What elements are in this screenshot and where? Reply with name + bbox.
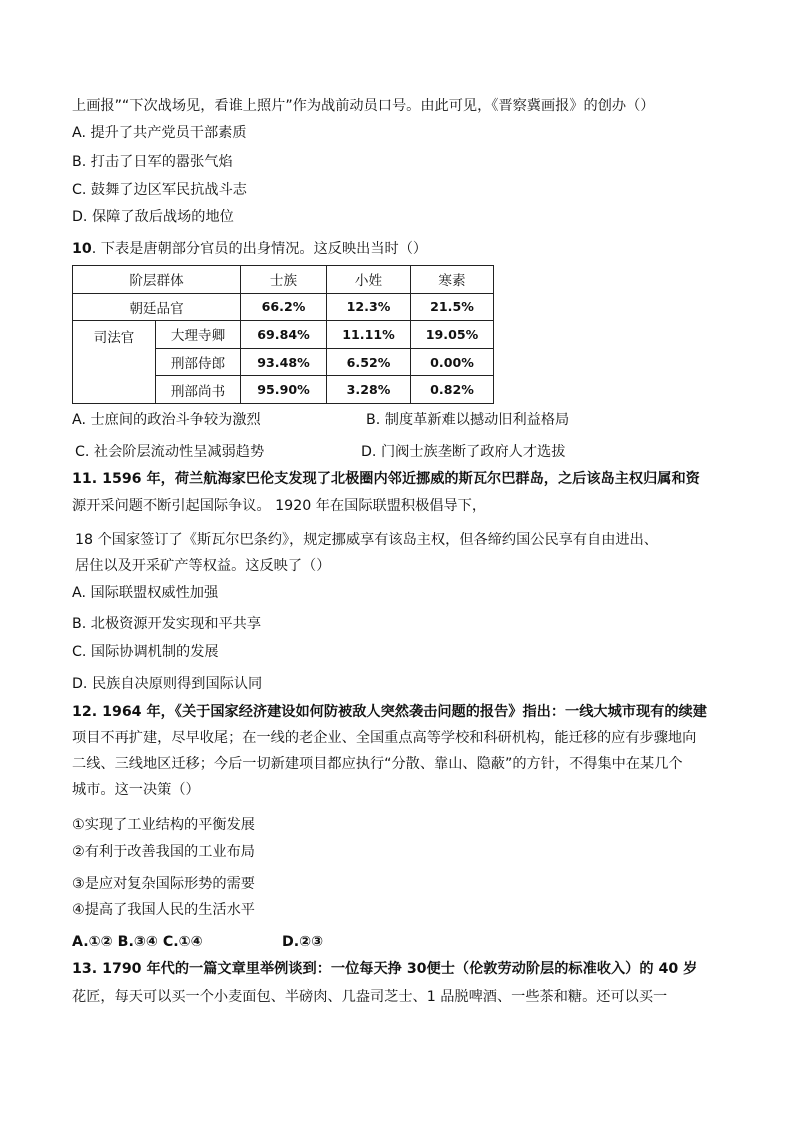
q10-stem-text: . 下表是唐朝部分官员的出身情况。这反映出当时（） <box>91 241 428 257</box>
table-cell: 0.00% <box>411 348 494 376</box>
q10-option-d: D. 门阀士族垄断了政府人才选拔 <box>361 444 566 460</box>
q10-stem <box>72 240 427 258</box>
table-cell: 69.84% <box>241 321 327 349</box>
q11-option-c: C. 国际协调机制的发展 <box>72 644 219 660</box>
table-cell: 11.11% <box>327 321 411 349</box>
q11-option-d: D. 民族自决原则得到国际认同 <box>72 676 263 692</box>
q10-number: 10 <box>72 241 92 257</box>
table-cell: 大理寺卿 <box>156 321 241 349</box>
q10-option-a: A. 士庶间的政治斗争较为激烈 <box>72 412 261 428</box>
q11-stem-line-3: 18 个国家签订了《斯瓦尔巴条约》，规定挪威享有该岛主权，但各缔约国公民享有自由进出、 <box>75 532 658 548</box>
table-cell: 95.90% <box>241 376 327 404</box>
q12-statement-2: ②有利于改善我国的工业布局 <box>72 844 255 860</box>
q9-stem-tail: 上画报”“下次战场见，看谁上照片”作为战前动员口号。由此可见，《晋察冀画报》的创办（） <box>72 98 655 114</box>
q11-option-a: A. 国际联盟权威性加强 <box>72 585 219 601</box>
q12-option-a: A.①② <box>72 934 113 950</box>
q9-option-b: B. 打击了日军的嚣张气焰 <box>72 154 233 170</box>
table-cell: 0.82% <box>411 376 494 404</box>
q9-option-a: A. 提升了共产党员干部素质 <box>72 125 247 141</box>
table-cell: 3.28% <box>327 376 411 404</box>
q13-stem-line-1: 13. 1790 年代的一篇文章里举例谈到：一位每天挣 30便士（伦敦劳动阶层的标准收入）的 40 岁 <box>72 961 698 977</box>
table-header-row <box>73 266 494 294</box>
table-header-cell: 小姓 <box>327 266 411 294</box>
table-cell: 6.52% <box>327 348 411 376</box>
table-cell: 朝廷品官 <box>73 293 241 321</box>
table-header-cell: 寒素 <box>411 266 494 294</box>
q11-stem-line-2: 源开采问题不断引起国际争议。 1920 年在国际联盟积极倡导下， <box>72 498 487 514</box>
table-cell: 93.48% <box>241 348 327 376</box>
q12-options <box>72 933 203 951</box>
q12-option-d: D.②③ <box>282 934 324 950</box>
q12-stem-line-4: 城市。这一决策（） <box>72 782 200 798</box>
table-header-cell: 士族 <box>241 266 327 294</box>
q9-option-d: D. 保障了敌后战场的地位 <box>72 209 234 225</box>
table-cell: 21.5% <box>411 293 494 321</box>
table-row <box>73 321 494 349</box>
q12-stem-line-1: 12. 1964 年，《关于国家经济建设如何防被敌人突然袭击问题的报告》指出：一线大城市现有的续建 <box>72 704 707 720</box>
q12-statement-4: ④提高了我国人民的生活水平 <box>72 902 255 918</box>
q11-stem-line-1: 11. 1596 年，荷兰航海家巴伦支发现了北极圈内邻近挪威的斯瓦尔巴群岛，之后该岛主权归属和资 <box>72 471 700 487</box>
table-cell: 刑部侍郎 <box>156 348 241 376</box>
officials-origin-table <box>72 265 494 404</box>
q12-stem-line-3: 二线、三线地区迁移；今后一切新建项目都应执行“分散、靠山、隐蔽”的方针，不得集中在某几个 <box>72 756 683 772</box>
table-header-cell: 阶层群体 <box>73 266 241 294</box>
q11-option-b: B. 北极资源开发实现和平共享 <box>72 616 262 632</box>
q12-option-b: B.③④ <box>117 934 158 950</box>
table-cell: 刑部尚书 <box>156 376 241 404</box>
table-group-label: 司法官 <box>73 321 156 404</box>
q10-option-c: C. 社会阶层流动性呈减弱趋势 <box>75 444 265 460</box>
q12-statement-3: ③是应对复杂国际形势的需要 <box>72 876 255 892</box>
q13-stem-line-2: 花匠，每天可以买一个小麦面包、半磅肉、几盎司芝士、1 品脱啤酒、一些茶和糖。还可以买一 <box>72 989 668 1005</box>
q12-statement-1: ①实现了工业结构的平衡发展 <box>72 817 255 833</box>
q11-stem-line-4: 居住以及开采矿产等权益。这反映了（） <box>75 558 331 574</box>
table-cell: 19.05% <box>411 321 494 349</box>
q12-stem-line-2: 项目不再扩建，尽早收尾；在一线的老企业、全国重点高等学校和科研机构，能迁移的应有步骤地向 <box>72 730 697 746</box>
q9-option-c: C. 鼓舞了边区军民抗战斗志 <box>72 182 247 198</box>
table-row <box>73 293 494 321</box>
table-cell: 12.3% <box>327 293 411 321</box>
table-cell: 66.2% <box>241 293 327 321</box>
q12-option-c: C.①④ <box>162 934 203 950</box>
q10-option-b: B. 制度革新难以撼动旧利益格局 <box>366 412 570 428</box>
